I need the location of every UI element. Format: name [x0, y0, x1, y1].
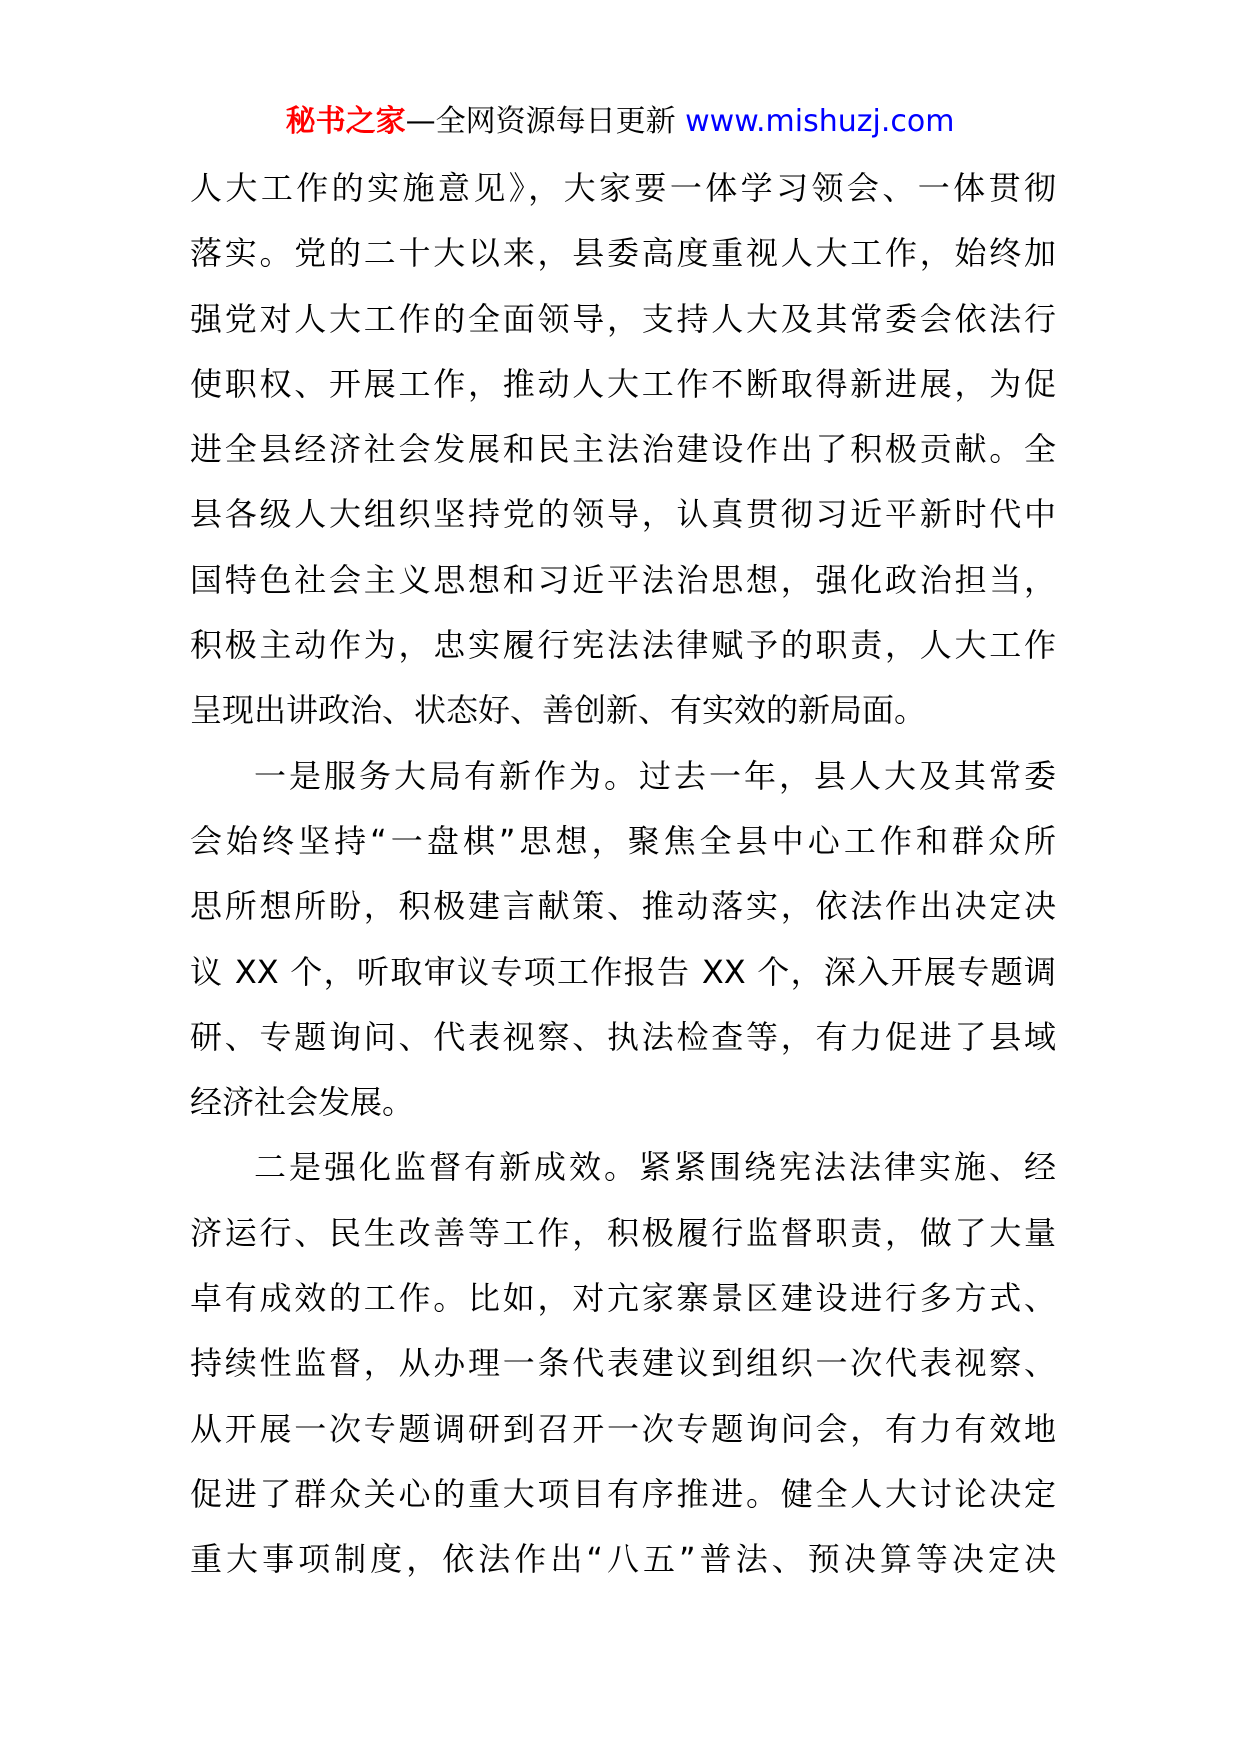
text-line: 落实。党的二十大以来，县委高度重视人大工作，始终加: [190, 234, 1056, 273]
text-line: 重大事项制度，依法作出“八五”普法、预决算等决定决: [190, 1540, 1056, 1579]
page-header: [0, 100, 1240, 144]
text-line: 二是强化监督有新成效。紧紧围绕宪法法律实施、经: [254, 1148, 1056, 1187]
document-body: [190, 156, 1056, 1593]
website-url[interactable]: www.mishuzj.com: [685, 104, 955, 139]
text-line: 国特色社会主义思想和习近平法治思想，强化政治担当，: [190, 560, 1056, 599]
text-line: 经济社会发展。: [190, 1083, 415, 1122]
text-line: 促进了群众关心的重大项目有序推进。健全人大讨论决定: [190, 1474, 1056, 1513]
header-tagline: —全网资源每日更新: [405, 104, 676, 139]
text-line: 进全县经济社会发展和民主法治建设作出了积极贡献。全: [190, 430, 1056, 469]
text-line: 使职权、开展工作，推动人大工作不断取得新进展，为促: [190, 364, 1056, 403]
text-line: 强党对人大工作的全面领导，支持人大及其常委会依法行: [190, 299, 1056, 338]
text-line: 思所想所盼，积极建言献策、推动落实，依法作出决定决: [190, 887, 1056, 926]
paragraph-2: [190, 744, 1056, 1136]
text-line: 会始终坚持“一盘棋”思想，聚焦全县中心工作和群众所: [190, 821, 1056, 860]
text-line: 济运行、民生改善等工作，积极履行监督职责，做了大量: [190, 1213, 1056, 1252]
text-line: 从开展一次专题调研到召开一次专题询问会，有力有效地: [190, 1409, 1056, 1448]
text-line: 一是服务大局有新作为。过去一年，县人大及其常委: [254, 756, 1056, 795]
text-line: 人大工作的实施意见》，大家要一体学习领会、一体贯彻: [190, 169, 1056, 207]
text-line: 持续性监督，从办理一条代表建议到组织一次代表视察、: [190, 1344, 1056, 1383]
text-line: 研、专题询问、代表视察、执法检查等，有力促进了县域: [190, 1017, 1056, 1056]
text-line: 积极主动作为，忠实履行宪法法律赋予的职责，人大工作: [190, 626, 1056, 665]
text-line: 卓有成效的工作。比如，对亢家寨景区建设进行多方式、: [190, 1279, 1056, 1318]
brand-name: 秘书之家: [285, 104, 406, 139]
text-line: 县各级人大组织坚持党的领导，认真贯彻习近平新时代中: [190, 495, 1056, 534]
paragraph-3: [190, 1135, 1056, 1592]
paragraph-1: [190, 156, 1056, 744]
text-line: 呈现出讲政治、状态好、善创新、有实效的新局面。: [190, 691, 927, 730]
text-line: 议 XX 个，听取审议专项工作报告 XX 个，深入开展专题调: [190, 952, 1056, 991]
